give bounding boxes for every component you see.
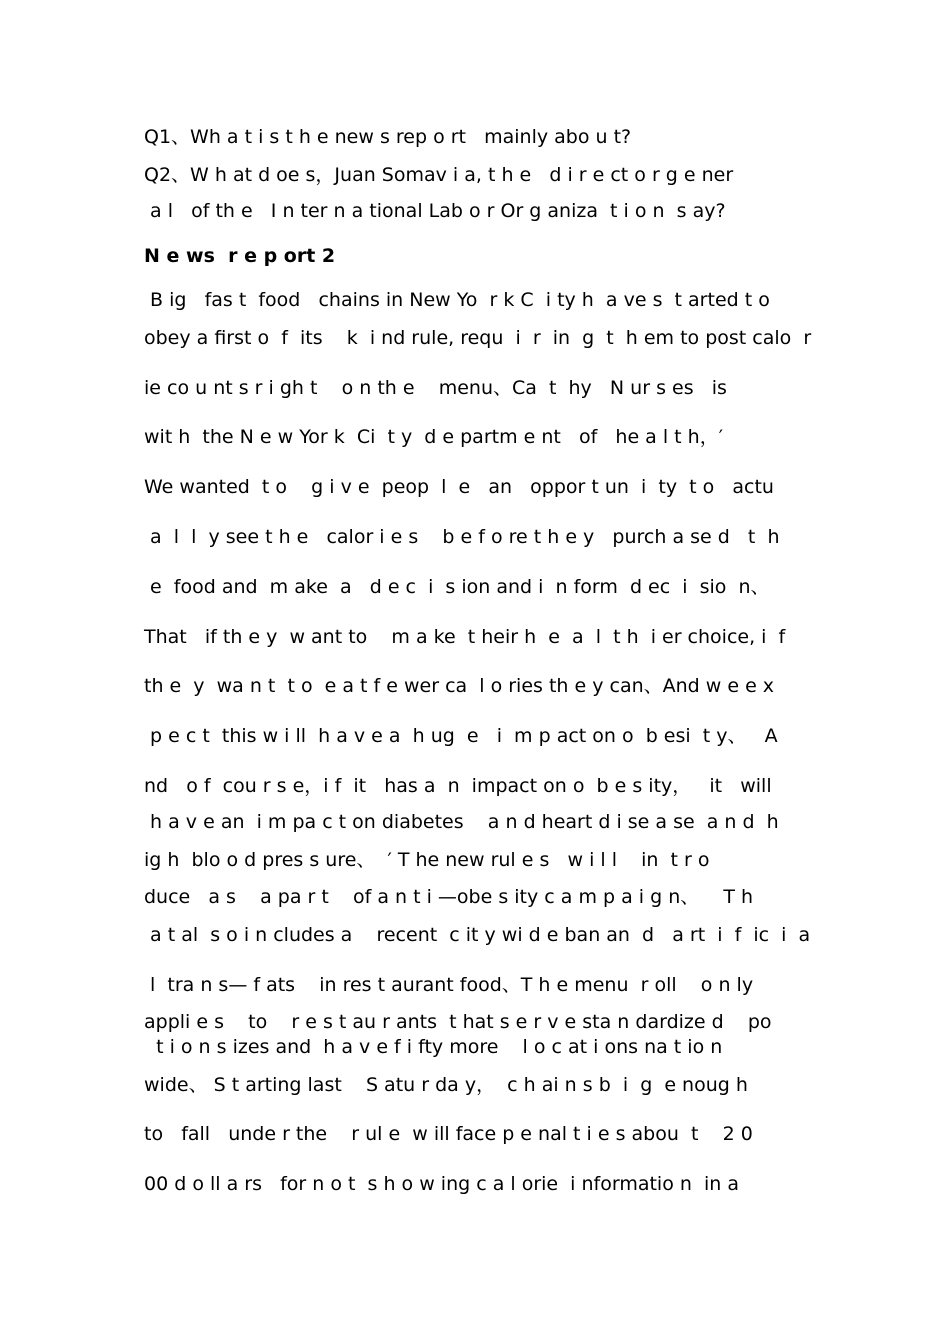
body-line: appli e s to r e s t au r ants t hat s e r v e sta n dardize d po: [144, 1011, 772, 1033]
body-line: nd o f cou r s e，i f it has a n impact on o b e s ity， it will: [144, 775, 772, 797]
question-1: Q1、Wh a t i s t h e new s rep o rt mainly abo u t?: [144, 126, 632, 148]
body-line: a t al s o i n cludes a recent c it y wi d e ban an d a rt i f ic i a: [144, 924, 811, 946]
body-line: th e y wa n t t o e a t f e wer ca l o ries th e y can、And w e e x: [144, 675, 775, 697]
body-line: to fall unde r the r ul e w ill face p e nal t i e s abou t 2 0: [144, 1123, 753, 1145]
body-line: That if th e y w ant to m a ke t heir h e a l t h i er choice, i f: [144, 626, 786, 648]
body-line: B ig fas t food chains in New Yo r k C i ty h a ve s t arted t o: [144, 289, 770, 311]
section-heading: N e ws r e p ort 2: [144, 245, 336, 267]
body-line: duce a s a pa r t of a n t i —obe s ity c a m p a i g n、 T h: [144, 886, 754, 908]
question-2-continued: a l of th e I n ter n a tional Lab o r Or g aniza t i o n s ay?: [144, 200, 726, 222]
body-line: t i o n s izes and h a v e f i fty more l o c at i ons na t io n: [144, 1036, 723, 1058]
body-line: obey a first o f its k i nd rule, requ i r in g t h em to post calo r: [144, 327, 812, 349]
body-line: ie co u nt s r i gh t o n th e menu、Ca t hy N ur s es is: [144, 377, 727, 399]
body-line: e food and m ake a d e c i s ion and i n form d ec i sio n、: [144, 576, 770, 598]
body-line: wit h the N e w Yor k Ci t y d e partm e nt of he a l t h，′: [144, 426, 724, 448]
body-line: a l l y see t h e calor i e s b e f o re t h e y purch a se d t h: [144, 526, 780, 548]
body-line: l tra n s— f ats in res t aurant food、T h e menu r oll o n ly: [144, 974, 754, 996]
question-2: Q2、W h at d oe s，Juan Somav i a, t h e d i r e ct o r g e ner: [144, 164, 734, 186]
body-line: We wanted t o g i v e peop l e an oppor t un i ty t o actu: [144, 476, 774, 498]
body-line: wide、 S t arting last S atu r da y， c h ai n s b i g e noug h: [144, 1074, 748, 1096]
body-line: ig h blo o d pres s ure、 ′ T he new rul e s w i l l in t r o: [144, 849, 710, 871]
body-line: 00 d o ll a rs for n o t s h o w ing c a l orie i nformatio n in a: [144, 1173, 740, 1195]
body-line: h a v e an i m pa c t on diabetes a n d heart d i se a se a n d h: [144, 811, 779, 833]
body-line: p e c t this w i ll h a v e a h ug e i m p act on o b esi t y、 A: [144, 725, 778, 747]
